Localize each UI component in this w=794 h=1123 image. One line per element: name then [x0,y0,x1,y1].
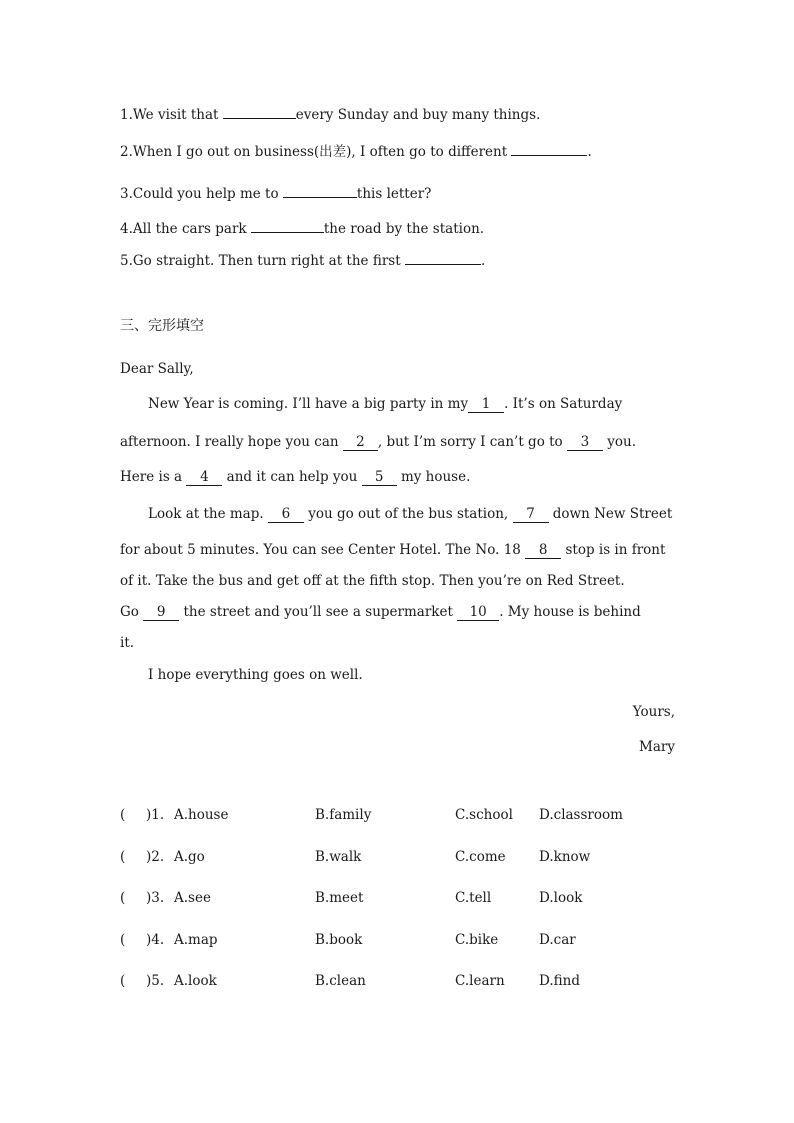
fill-in-sentence-5: 5.Go straight. Then turn right at the first . [120,250,485,270]
answer-paren[interactable]: ( [120,849,126,865]
option-d[interactable]: D.find [539,973,580,989]
question-row: ( )3. A.see B.meet C.tell D.look [120,890,583,906]
answer-paren[interactable]: ( [120,932,126,948]
option-a[interactable]: A.house [174,807,229,823]
letter-line: Go 9 the street and you’ll see a supermarket 10 . My house is behind [120,604,641,620]
option-c[interactable]: C.bike [455,932,499,948]
option-b[interactable]: B.book [315,932,363,948]
letter-line: I hope everything goes on well. [148,667,363,683]
letter-line: New Year is coming. I’ll have a big party in my 1 . It’s on Saturday [148,396,623,412]
question-row: ( )5. A.look B.clean C.learn D.find [120,973,580,989]
option-d[interactable]: D.look [539,890,583,906]
option-a[interactable]: A.look [174,973,217,989]
letter-signature: Mary [639,739,675,755]
answer-paren[interactable]: ( [120,890,126,906]
fill-in-sentence-3: 3.Could you help me to this letter? [120,183,431,203]
option-d[interactable]: D.classroom [539,807,623,823]
option-a[interactable]: A.map [174,932,218,948]
numbered-blank[interactable]: 4 [186,470,222,486]
letter-line: Here is a 4 and it can help you 5 my house. [120,469,471,485]
letter-line: it. [120,635,135,651]
answer-blank[interactable] [223,104,296,119]
answer-paren[interactable]: ( [120,973,126,989]
option-c[interactable]: C.tell [455,890,492,906]
numbered-blank[interactable]: 2 [343,435,378,451]
option-b[interactable]: B.clean [315,973,366,989]
numbered-blank[interactable]: 9 [143,605,179,621]
letter-line: afternoon. I really hope you can 2 , but I’m sorry I can’t go to 3 you. [120,434,637,450]
option-b[interactable]: B.family [315,807,372,823]
question-row: ( )2. A.go B.walk C.come D.know [120,849,591,865]
letter-closing: Yours, [632,704,675,720]
numbered-blank[interactable]: 3 [567,435,603,451]
option-c[interactable]: C.come [455,849,506,865]
option-a[interactable]: A.see [174,890,211,906]
numbered-blank[interactable]: 6 [268,507,304,523]
option-c[interactable]: C.learn [455,973,505,989]
option-d[interactable]: D.know [539,849,591,865]
question-row: ( )1. A.house B.family C.school D.classroom [120,807,623,823]
numbered-blank[interactable]: 1 [468,397,504,413]
letter-line: Look at the map. 6 you go out of the bus station, 7 down New Street [148,506,673,522]
numbered-blank[interactable]: 8 [525,543,561,559]
answer-blank[interactable] [283,183,357,198]
fill-in-sentence-2: 2.When I go out on business(出差), I often go to different . [120,141,592,161]
question-row: ( )4. A.map B.book C.bike D.car [120,932,576,948]
answer-paren[interactable]: ( [120,807,126,823]
numbered-blank[interactable]: 10 [457,605,499,621]
letter-line: for about 5 minutes. You can see Center Hotel. The No. 18 8 stop is in front [120,542,666,558]
fill-in-sentence-1: 1.We visit that every Sunday and buy many things. [120,104,540,124]
fill-in-sentence-4: 4.All the cars park the road by the station. [120,218,484,238]
numbered-blank[interactable]: 5 [362,470,397,486]
answer-blank[interactable] [511,141,587,156]
answer-blank[interactable] [405,250,481,265]
numbered-blank[interactable]: 7 [513,507,549,523]
answer-blank[interactable] [251,218,324,233]
option-c[interactable]: C.school [455,807,513,823]
section-title: 三、完形填空 [120,318,204,334]
option-d[interactable]: D.car [539,932,576,948]
option-b[interactable]: B.walk [315,849,362,865]
option-a[interactable]: A.go [174,849,205,865]
letter-line: of it. Take the bus and get off at the fifth stop. Then you’re on Red Street. [120,573,625,589]
option-b[interactable]: B.meet [315,890,364,906]
letter-greeting: Dear Sally, [120,361,194,377]
